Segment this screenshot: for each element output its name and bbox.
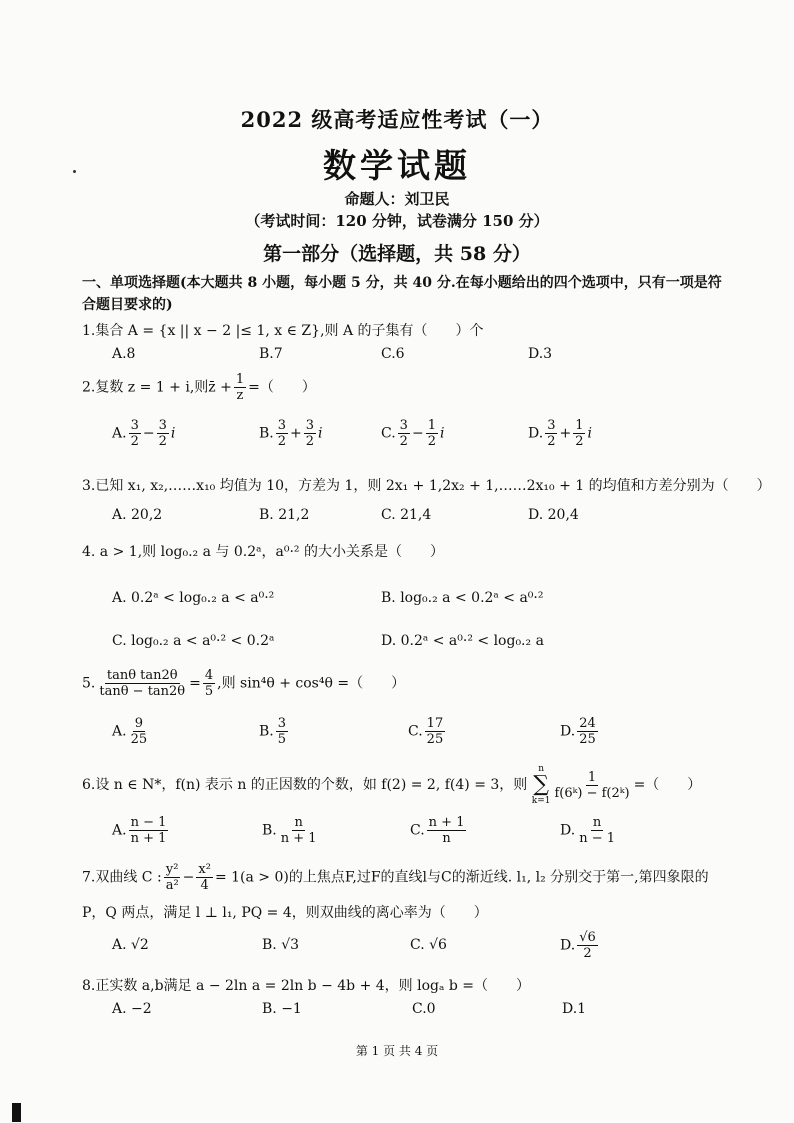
question-3-option-b: B. 21,2 (259, 507, 310, 523)
question-1-option-b: B.7 (259, 346, 283, 362)
question-6-option-c: C. $\frac{n + 1}{n}$ (410, 815, 465, 846)
question-2-option-d: D. $\frac{3}{2}$ + $\frac{1}{2}$ i (528, 418, 592, 449)
question-7-option-b: B. √3 (262, 937, 300, 953)
question-2-option-a: A. $\frac{3}{2}$ − $\frac{3}{2}$ i (112, 418, 176, 449)
question-5-stem: 5. $\frac{\text{tanθ tan2θ}}{\tan\theta - \tan 2\theta}$ = $\frac{4}{5}$ ,则 sin⁴θ + cos⁴θ =（ ） (82, 668, 406, 699)
question-8-option-c: C.0 (412, 1001, 436, 1017)
question-4-option-b: B. log₀.₂ a < 0.2ᵃ < a⁰·² (381, 590, 544, 606)
question-3-option-a: A. 20,2 (112, 507, 163, 523)
question-7-option-c: C. √6 (410, 937, 447, 953)
question-4-option-c: C. log₀.₂ a < a⁰·² < 0.2ᵃ (112, 633, 275, 649)
author-line: 命题人：刘卫民 (344, 190, 450, 208)
question-5-option-d: D. $\frac{24}{25}$ (560, 716, 596, 747)
question-7-stem-line2: P，Q 两点，满足 l ⊥ l₁, PQ = 4，则双曲线的离心率为（ ） (82, 905, 488, 921)
question-6-stem: 6.设 n ∈ N*，f(n) 表示 n 的正因数的个数，如 f(2) = 2, f(4) = 3，则 n ∑ k=1 $\frac{1}{\text{f(6ᵏ) − f(2ᵏ)}}$ =（ ） (82, 764, 702, 806)
question-1-stem: 1.集合 A = {x || x − 2 |≤ 1, x ∈ Z},则 A 的子集有（ ）个 (82, 323, 484, 339)
question-3-option-c: C. 21,4 (381, 507, 432, 523)
question-2-option-b: B. $\frac{3}{2}$ + $\frac{3}{2}$ i (259, 418, 323, 449)
question-5-option-a: A. $\frac{9}{25}$ (112, 716, 148, 747)
question-8-stem: 8.正实数 a,b满足 a − 2ln a = 2ln b − 4b + 4，则 logₐ b =（ ） (82, 978, 530, 994)
question-2-option-c: C. $\frac{3}{2}$ − $\frac{1}{2}$ i (381, 418, 445, 449)
question-1-option-d: D.3 (528, 346, 553, 362)
question-7-stem: 7.双曲线 C : $\frac{\text{y²}}{\text{a²}}$ − $\frac{\text{x²}}{4}$ = 1(a > 0)的上焦点F,过F的直线l与C的渐近线. l₁, l₂ 分别交于第一,第四象限的 (82, 862, 709, 893)
scan-registration-mark (12, 1103, 21, 1122)
page-footer: 第 1 页 共 4 页 (355, 1044, 439, 1058)
question-2-fraction: $\frac{1}{z}$ (235, 372, 245, 403)
question-7-option-a: A. √2 (112, 937, 149, 953)
summation-symbol: n ∑ k=1 (531, 764, 551, 806)
exam-title: 2022 级高考适应性考试（一） (240, 107, 554, 132)
section-heading: 一、单项选择题(本大题共 8 小题，每小题 5 分，共 40 分.在每小题给出的四个选项中，只有一项是符合题目要求的) (82, 275, 722, 313)
subject-title: 数学试题 (323, 146, 471, 185)
question-6-option-a: A. $\frac{n - 1}{n + 1}$ (112, 815, 167, 846)
question-4-option-d: D. 0.2ᵃ < a⁰·² < log₀.₂ a (381, 633, 544, 649)
question-8-option-d: D.1 (562, 1001, 587, 1017)
question-5-option-c: C. $\frac{17}{25}$ (408, 716, 444, 747)
question-8-option-b: B. −1 (262, 1001, 302, 1017)
question-1-option-c: C.6 (381, 346, 405, 362)
part-title: 第一部分（选择题，共 58 分） (263, 243, 531, 265)
question-5-option-b: B. $\frac{3}{5}$ (259, 716, 287, 747)
question-7-option-d: D. $\frac{√6}{2}$ (560, 930, 596, 961)
question-6-option-d: D. $\frac{n}{n - 1}$ (560, 815, 615, 846)
question-6-option-b: B. $\frac{n}{n + 1}$ (262, 815, 317, 846)
question-3-option-d: D. 20,4 (528, 507, 579, 523)
question-4-stem: 4. a > 1,则 log₀.₂ a 与 0.2ᵃ，a⁰·² 的大小关系是（ ） (82, 544, 444, 560)
question-3-stem: 3.已知 x₁, x₂,……x₁₀ 均值为 10，方差为 1，则 2x₁ + 1,2x₂ + 1,……2x₁₀ + 1 的均值和方差分别为（ ） (82, 478, 771, 494)
question-1-option-a: A.8 (112, 346, 136, 362)
question-4-option-a: A. 0.2ᵃ < log₀.₂ a < a⁰·² (112, 590, 275, 606)
question-8-option-a: A. −2 (112, 1001, 152, 1017)
time-info: （考试时间：120 分钟，试卷满分 150 分） (245, 212, 549, 230)
question-2-stem: 2.复数 z = 1 + i,则z̄ + $\frac{1}{z}$ =（ ） (82, 372, 316, 403)
